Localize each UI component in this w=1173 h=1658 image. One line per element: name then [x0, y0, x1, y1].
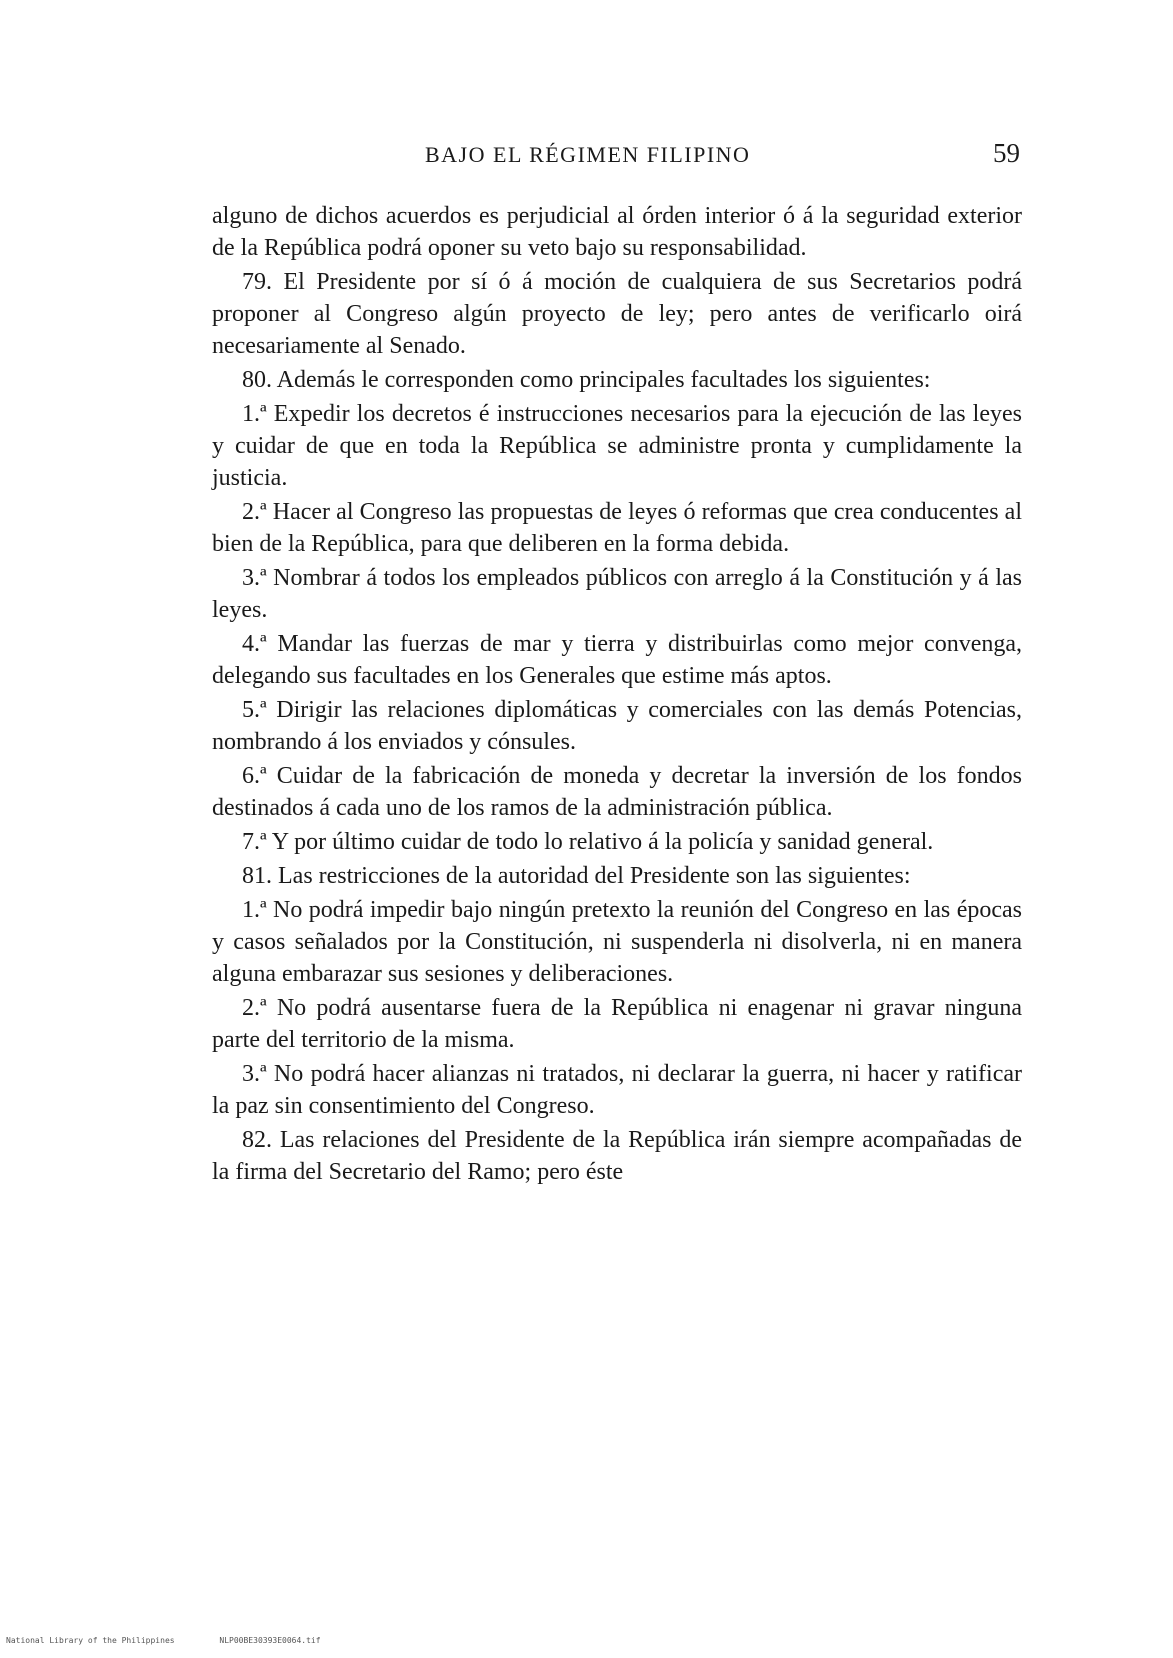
footer-library: National Library of the Philippines — [6, 1636, 175, 1645]
paragraph-80-item-7: 7.ª Y por último cuidar de todo lo relativo á la policía y sanidad general. — [242, 829, 934, 855]
paragraph-80-item-1: 1.ª Expedir los decretos é instrucciones necesarios para la ejecución de las leyes y cuidar de que en toda la República se administre pronta y cumplidamente la justicia. — [212, 401, 1022, 491]
paragraph-article-81: 81. Las restricciones de la autoridad del Presidente son las siguientes: — [242, 863, 911, 889]
footer-file-id: NLP00BE30393E0064.tif — [219, 1636, 321, 1645]
paragraph-80-item-3: 3.ª Nombrar á todos los empleados públicos con arreglo á la Constitución y á las leyes. — [212, 565, 1022, 623]
paragraph-continuation: alguno de dichos acuerdos es perjudicial al órden interior ó á la seguridad exterior de la República podrá oponer su veto bajo su responsabilidad. — [212, 203, 1022, 261]
paragraph-80-item-6: 6.ª Cuidar de la fabricación de moneda y decretar la inversión de los fondos destinados á cada uno de los ramos de la administración pública. — [212, 763, 1022, 821]
paragraph-article-82: 82. Las relaciones del Presidente de la República irán siempre acompañadas de la firma del Secretario del Ramo; pero éste — [212, 1127, 1022, 1185]
page-header — [210, 138, 1022, 178]
paragraph-80-item-4: 4.ª Mandar las fuerzas de mar y tierra y distribuirlas como mejor convenga, delegando sus facultades en los Generales que estime más aptos. — [212, 631, 1022, 689]
paragraph-81-item-3: 3.ª No podrá hacer alianzas ni tratados, ni declarar la guerra, ni hacer y ratificar la paz sin consentimiento del Congreso. — [212, 1061, 1022, 1119]
running-head: BAJO EL RÉGIMEN FILIPINO — [425, 142, 751, 167]
body-text — [212, 200, 1022, 1190]
page-number: 59 — [993, 138, 1020, 168]
paragraph-article-79: 79. El Presidente por sí ó á moción de cualquiera de sus Secretarios podrá proponer al Congreso algún proyecto de ley; pero antes de verificarlo oirá necesariamente al Senado. — [212, 269, 1022, 359]
paragraph-81-item-2: 2.ª No podrá ausentarse fuera de la República ni enagenar ni gravar ninguna parte del territorio de la misma. — [212, 995, 1022, 1053]
scan-footer — [6, 1636, 361, 1645]
paragraph-80-item-2: 2.ª Hacer al Congreso las propuestas de leyes ó reformas que crea conducentes al bien de la República, para que deliberen en la forma debida. — [212, 499, 1022, 557]
paragraph-80-item-5: 5.ª Dirigir las relaciones diplomáticas y comerciales con las demás Potencias, nombrando á los enviados y cónsules. — [212, 697, 1022, 755]
paragraph-81-item-1: 1.ª No podrá impedir bajo ningún pretexto la reunión del Congreso en las épocas y casos señalados por la Constitución, ni suspenderla ni disolverla, ni en manera alguna embarazar sus sesiones y deliberaciones. — [212, 897, 1022, 987]
paragraph-article-80: 80. Además le corresponden como principales facultades los siguientes: — [242, 367, 931, 393]
